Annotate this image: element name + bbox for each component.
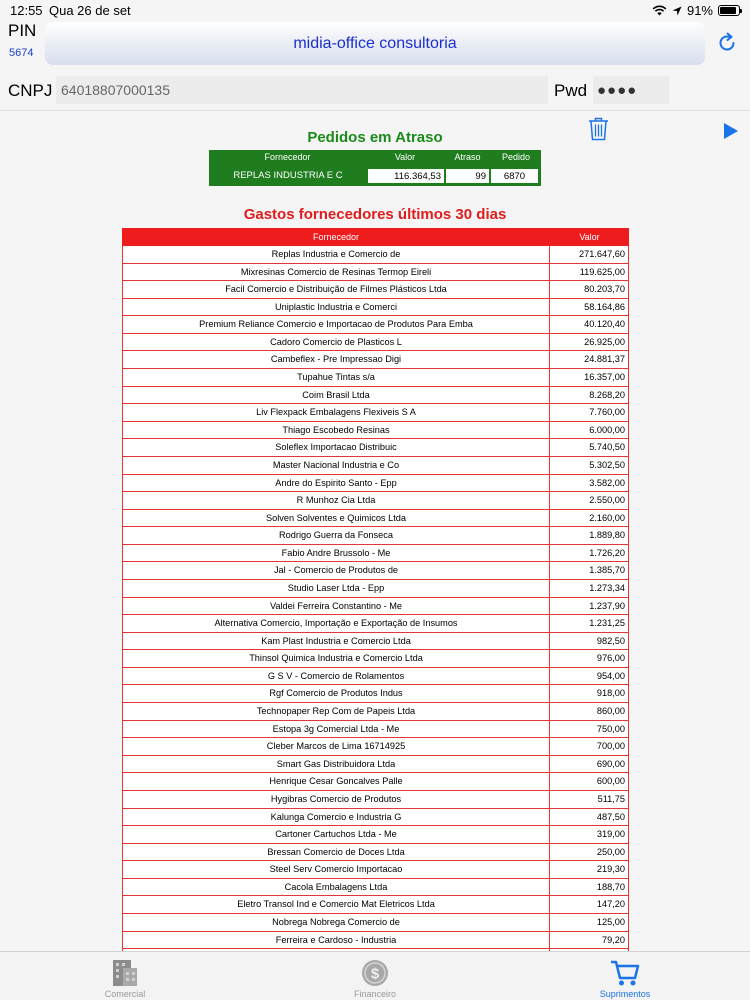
gastos-cell-valor: 1.273,34 (550, 580, 629, 598)
table-row[interactable] (122, 668, 629, 686)
trash-icon[interactable] (588, 117, 609, 141)
gastos-cell-fornecedor: Soleflex Importacao Distribuic (122, 439, 550, 457)
gastos-cell-valor: 511,75 (550, 791, 629, 809)
table-row[interactable] (122, 914, 629, 932)
gastos-cell-valor: 219,30 (550, 861, 629, 879)
table-row[interactable] (122, 826, 629, 844)
gastos-cell-fornecedor: Cadoro Comercio de Plasticos L (122, 334, 550, 352)
pedidos-cell-valor[interactable]: 116.364,53 (367, 168, 445, 184)
gastos-cell-fornecedor: R Munhoz Cia Ltda (122, 492, 550, 510)
gastos-cell-fornecedor: Jal - Comercio de Produtos de (122, 562, 550, 580)
battery-icon (718, 5, 740, 16)
gastos-cell-valor: 58.164,86 (550, 299, 629, 317)
gastos-cell-valor: 26.925,00 (550, 334, 629, 352)
table-row[interactable] (122, 633, 629, 651)
table-row[interactable] (122, 510, 629, 528)
table-row[interactable] (122, 334, 629, 352)
gastos-cell-fornecedor: Premium Reliance Comercio e Importacao de Produtos Para Emba (122, 316, 550, 334)
gastos-cell-valor: 40.120,40 (550, 316, 629, 334)
table-row[interactable] (122, 527, 629, 545)
gastos-cell-fornecedor: Tupahue Tintas s/a (122, 369, 550, 387)
tab-financeiro-label: Financeiro (353, 989, 397, 999)
gastos-cell-valor: 1.231,25 (550, 615, 629, 633)
gastos-cell-fornecedor: Cartoner Cartuchos Ltda - Me (122, 826, 550, 844)
gastos-header-valor: Valor (579, 232, 600, 242)
gastos-cell-fornecedor: Smart Gas Distribuidora Ltda (122, 756, 550, 774)
password-input[interactable] (593, 76, 669, 104)
gastos-cell-fornecedor: Studio Laser Ltda - Epp (122, 580, 550, 598)
gastos-cell-valor: 690,00 (550, 756, 629, 774)
gastos-cell-fornecedor: Facil Comercio e Distribuição de Filmes Plásticos Ltda (122, 281, 550, 299)
company-name: midia-office consultoria (293, 34, 457, 52)
gastos-title: Gastos fornecedores últimos 30 dias (243, 206, 507, 223)
table-row[interactable] (122, 299, 629, 317)
gastos-cell-valor: 5.740,50 (550, 439, 629, 457)
tab-suprimentos[interactable] (500, 952, 750, 1000)
pedidos-header-valor: Valor (394, 152, 416, 162)
table-row[interactable] (122, 246, 629, 264)
table-row[interactable] (122, 685, 629, 703)
pedidos-header-atraso: Atraso (454, 152, 481, 162)
pedidos-cell-fornecedor[interactable]: REPLAS INDUSTRIA E C (233, 170, 343, 181)
gastos-cell-fornecedor: Alternativa Comercio, Importação e Exportação de Insumos (122, 615, 550, 633)
gastos-cell-valor: 8.268,20 (550, 387, 629, 405)
gastos-cell-fornecedor: Coim Brasil Ltda (122, 387, 550, 405)
gastos-cell-fornecedor: Rgf Comercio de Produtos Indus (122, 685, 550, 703)
gastos-cell-fornecedor: Uniplastic Industria e Comerci (122, 299, 550, 317)
gastos-body (122, 246, 629, 952)
gastos-cell-valor: 6.000,00 (550, 422, 629, 440)
pedidos-header-pedido: Pedido (501, 152, 531, 162)
gastos-cell-valor: 188,70 (550, 879, 629, 897)
table-row[interactable] (122, 791, 629, 809)
table-row[interactable] (122, 492, 629, 510)
gastos-cell-valor: 7.760,00 (550, 404, 629, 422)
gastos-cell-valor: 750,00 (550, 721, 629, 739)
gastos-cell-valor: 700,00 (550, 738, 629, 756)
gastos-cell-fornecedor: Cacola Embalagens Ltda (122, 879, 550, 897)
gastos-cell-fornecedor: Valdei Ferreira Constantino - Me (122, 598, 550, 616)
gastos-cell-valor: 1.385,70 (550, 562, 629, 580)
gastos-cell-valor: 2.160,00 (550, 510, 629, 528)
table-row[interactable] (122, 703, 629, 721)
table-row[interactable] (122, 738, 629, 756)
gastos-table (122, 228, 629, 952)
gastos-cell-valor: 80.203,70 (550, 281, 629, 299)
status-right (652, 3, 740, 18)
header-divider (0, 110, 750, 111)
gastos-cell-valor: 271.647,60 (550, 246, 629, 264)
gastos-cell-valor: 1.889,80 (550, 527, 629, 545)
cnpj-label: CNPJ (8, 81, 53, 100)
table-row[interactable] (122, 615, 629, 633)
gastos-cell-fornecedor: Estopa 3g Comercial Ltda - Me (122, 721, 550, 739)
table-row[interactable] (122, 264, 629, 282)
gastos-cell-valor: 487,50 (550, 809, 629, 827)
battery-percent: 91% (686, 3, 713, 18)
gastos-cell-valor: 79,20 (550, 932, 629, 950)
company-title-bar (45, 22, 705, 65)
gastos-cell-fornecedor: G S V - Comercio de Rolamentos (122, 668, 550, 686)
gastos-cell-fornecedor: Mixresinas Comercio de Resinas Termop Eireli (122, 264, 550, 282)
gastos-cell-valor: 1.726,20 (550, 545, 629, 563)
table-row[interactable] (122, 562, 629, 580)
gastos-cell-valor: 1.237,90 (550, 598, 629, 616)
gastos-cell-fornecedor: Kalunga Comercio e Industria G (122, 809, 550, 827)
gastos-cell-fornecedor: Ferreira e Cardoso - Industria (122, 932, 550, 950)
table-row[interactable] (122, 861, 629, 879)
gastos-cell-valor: 250,00 (550, 844, 629, 862)
table-row[interactable] (122, 580, 629, 598)
gastos-header (122, 228, 629, 246)
gastos-cell-fornecedor: Thinsol Quimica Industria e Comercio Ltda (122, 650, 550, 668)
gastos-cell-valor: 5.302,50 (550, 457, 629, 475)
gastos-cell-valor: 976,00 (550, 650, 629, 668)
cart-icon (610, 958, 640, 988)
table-row[interactable] (122, 281, 629, 299)
table-row[interactable] (122, 721, 629, 739)
gastos-cell-fornecedor: Eletro Transol Ind e Comercio Mat Eletricos Ltda (122, 896, 550, 914)
gastos-cell-fornecedor: Thiago Escobedo Resinas (122, 422, 550, 440)
gastos-cell-fornecedor: Nobrega Nobrega Comercio de (122, 914, 550, 932)
gastos-cell-valor: 918,00 (550, 685, 629, 703)
tab-suprimentos-label: Suprimentos (599, 989, 651, 999)
table-row[interactable] (122, 756, 629, 774)
gastos-cell-fornecedor: Steel Serv Comercio Importacao (122, 861, 550, 879)
status-date: Qua 26 de set (49, 3, 131, 18)
table-row[interactable] (122, 457, 629, 475)
gastos-cell-valor: 982,50 (550, 633, 629, 651)
status-bar (0, 0, 750, 20)
gastos-cell-fornecedor: Cleber Marcos de Lima 16714925 (122, 738, 550, 756)
play-icon[interactable] (724, 123, 738, 139)
gastos-header-fornecedor: Fornecedor (312, 232, 360, 242)
table-row[interactable] (122, 439, 629, 457)
table-row[interactable] (122, 896, 629, 914)
refresh-icon[interactable] (716, 32, 738, 54)
gastos-cell-valor: 954,00 (550, 668, 629, 686)
table-row[interactable] (122, 545, 629, 563)
pedidos-cell-atraso[interactable]: 99 (445, 168, 490, 184)
gastos-cell-valor: 860,00 (550, 703, 629, 721)
table-row[interactable] (122, 369, 629, 387)
gastos-cell-fornecedor: Kam Plast Industria e Comercio Ltda (122, 633, 550, 651)
wifi-icon (652, 5, 667, 16)
table-row[interactable] (122, 932, 629, 950)
pedidos-title: Pedidos em Atraso (307, 129, 443, 146)
pwd-label: Pwd (554, 81, 588, 100)
location-icon (672, 6, 682, 16)
gastos-cell-valor: 319,00 (550, 826, 629, 844)
gastos-cell-fornecedor: Rodrigo Guerra da Fonseca (122, 527, 550, 545)
gastos-cell-valor: 16.357,00 (550, 369, 629, 387)
gastos-cell-fornecedor: Hygibras Comercio de Produtos (122, 791, 550, 809)
pedidos-cell-pedido[interactable]: 6870 (490, 168, 539, 184)
pedidos-table (209, 150, 541, 186)
cnpj-input[interactable] (56, 76, 548, 104)
table-row[interactable] (122, 809, 629, 827)
gastos-cell-valor: 125,00 (550, 914, 629, 932)
pin-value: 5674 (9, 47, 34, 59)
gastos-cell-fornecedor: Bressan Comercio de Doces Ltda (122, 844, 550, 862)
table-row[interactable] (122, 351, 629, 369)
table-row[interactable] (122, 316, 629, 334)
gastos-cell-fornecedor: Replas Industria e Comercio de (122, 246, 550, 264)
gastos-cell-valor: 2.550,00 (550, 492, 629, 510)
tab-comercial-label: Comercial (104, 989, 146, 999)
gastos-cell-valor: 3.582,00 (550, 475, 629, 493)
status-time: 12:55 (10, 3, 43, 18)
gastos-cell-valor: 24.881,37 (550, 351, 629, 369)
tab-bar (0, 951, 750, 1000)
gastos-cell-fornecedor: Henrique Cesar Goncalves Palle (122, 773, 550, 791)
building-icon (110, 958, 140, 988)
tab-comercial[interactable] (0, 952, 250, 1000)
table-row[interactable] (122, 650, 629, 668)
tab-financeiro[interactable] (250, 952, 500, 1000)
coin-icon (360, 958, 390, 988)
gastos-cell-fornecedor: Cambeflex - Pre Impressao Digi (122, 351, 550, 369)
table-row[interactable] (122, 422, 629, 440)
gastos-cell-valor: 147,20 (550, 896, 629, 914)
gastos-cell-fornecedor: Technopaper Rep Com de Papeis Ltda (122, 703, 550, 721)
table-row[interactable] (122, 879, 629, 897)
table-row[interactable] (122, 404, 629, 422)
gastos-cell-fornecedor: Fabio Andre Brussolo - Me (122, 545, 550, 563)
table-row[interactable] (122, 475, 629, 493)
pedidos-header-fornecedor: Fornecedor (264, 152, 311, 162)
svg-text:$: $ (370, 965, 380, 983)
gastos-cell-valor: 119.625,00 (550, 264, 629, 282)
gastos-cell-fornecedor: Andre do Espirito Santo - Epp (122, 475, 550, 493)
table-row[interactable] (122, 598, 629, 616)
gastos-cell-fornecedor: Solven Solventes e Quimicos Ltda (122, 510, 550, 528)
table-row[interactable] (122, 844, 629, 862)
gastos-cell-valor: 600,00 (550, 773, 629, 791)
table-row[interactable] (122, 773, 629, 791)
pin-label: PIN (8, 21, 37, 40)
gastos-cell-fornecedor: Master Nacional Industria e Co (122, 457, 550, 475)
gastos-cell-fornecedor: Liv Flexpack Embalagens Flexiveis S A (122, 404, 550, 422)
table-row[interactable] (122, 387, 629, 405)
